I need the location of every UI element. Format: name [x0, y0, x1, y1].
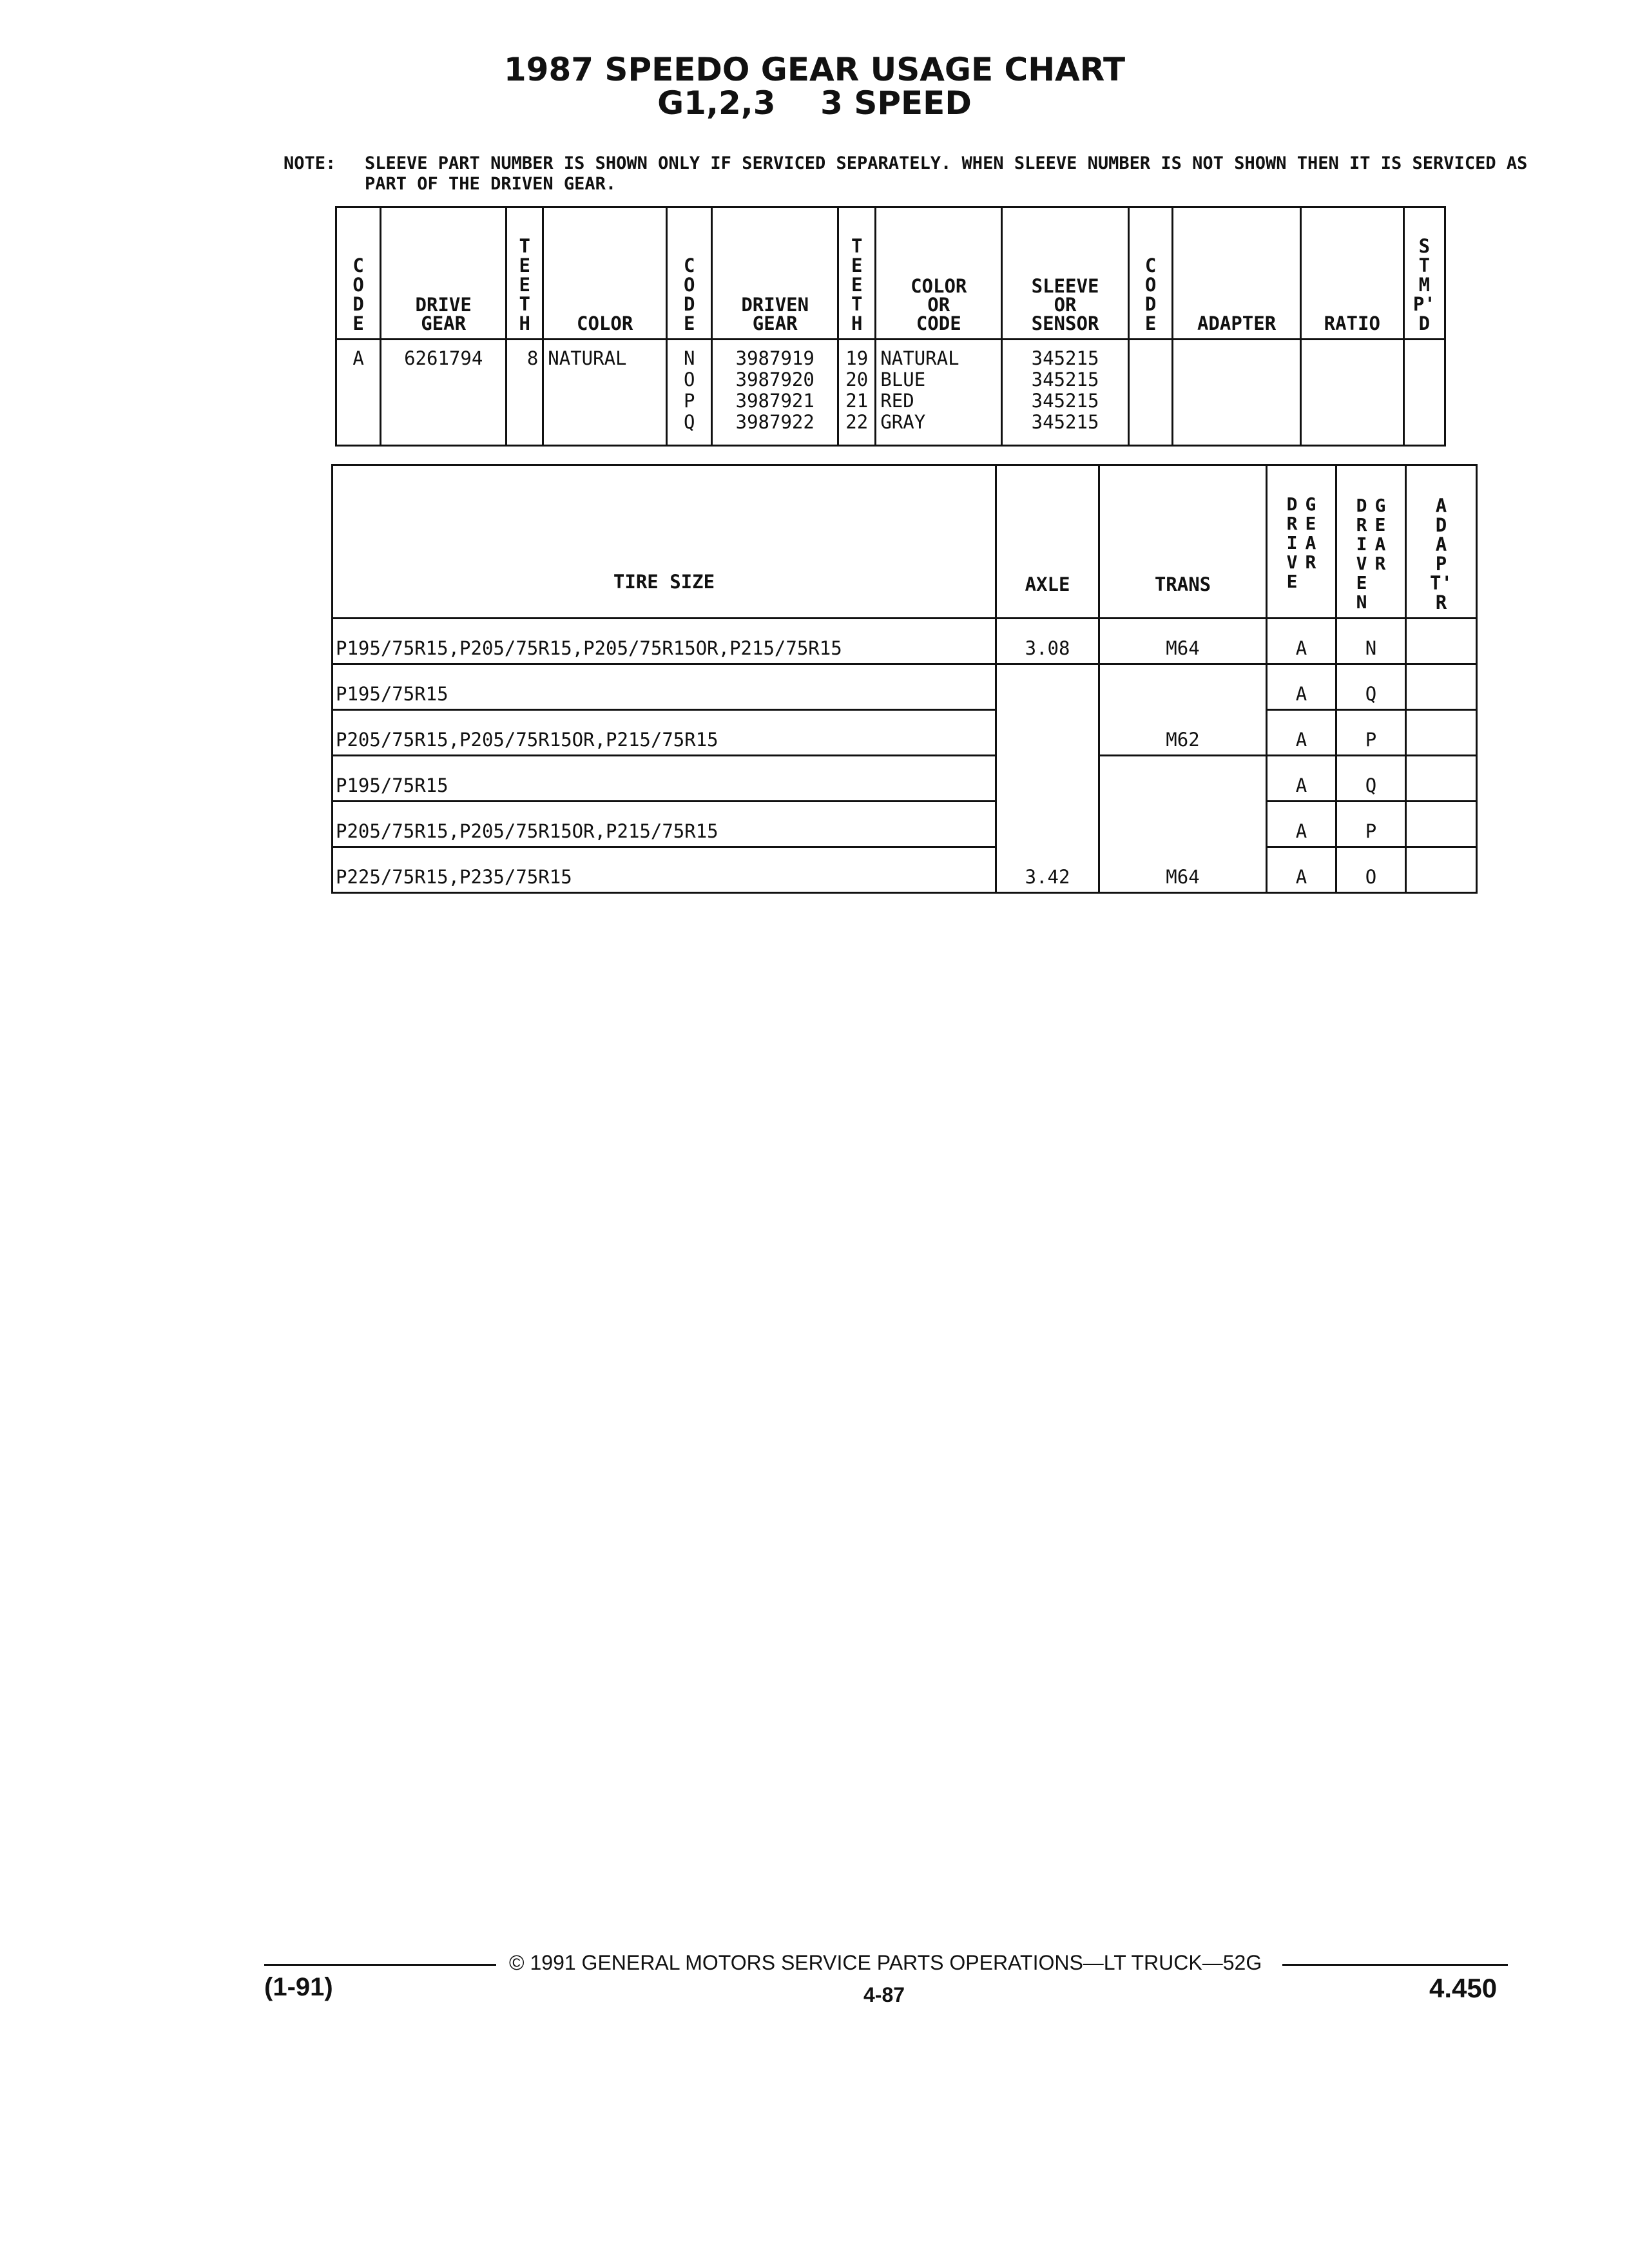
tire-size-cell: P195/75R15,P205/75R15,P205/75R15OR,P215/75R15	[333, 619, 996, 664]
driven-gear-cell: N	[1336, 619, 1406, 664]
driven-gear-cell: Q	[1336, 756, 1406, 802]
drive-gear-cell: A	[1267, 756, 1336, 802]
header-tire-size: TIRE SIZE	[333, 465, 996, 619]
trans-cell: M62	[1099, 664, 1267, 756]
header-color-or-code: COLOR OR CODE	[876, 207, 1002, 340]
tire-size-cell: P205/75R15,P205/75R15OR,P215/75R15	[333, 710, 996, 756]
note-text: SLEEVE PART NUMBER IS SHOWN ONLY IF SERVICED SEPARATELY. WHEN SLEEVE NUMBER IS NOT SHOWN THEN IT IS SERVICED AS PART OF THE DRIVEN GEAR.	[365, 153, 1528, 194]
drive-gear-cell: 6261794	[381, 340, 506, 446]
table-row	[333, 619, 1477, 664]
adapter-cell	[1173, 340, 1301, 446]
table-row	[333, 756, 1477, 802]
header-adapter-code: C O D E	[1128, 207, 1172, 340]
drive-code-cell: A	[336, 340, 381, 446]
page-subtitle: G1,2,3 3 SPEED	[657, 84, 972, 122]
header-driven-word: D R I V E N	[1356, 495, 1367, 613]
driven-teeth-cell: 19 20 21 22	[838, 340, 876, 446]
tire-size-table	[331, 464, 1478, 894]
tire-table-header-row	[333, 465, 1477, 619]
tire-size-cell: P195/75R15	[333, 756, 996, 802]
tire-size-cell: P225/75R15,P235/75R15	[333, 847, 996, 893]
table-row	[336, 340, 1445, 446]
header-driven-gear	[1336, 465, 1406, 619]
trans-cell: M64	[1099, 756, 1267, 893]
driven-gear-cell: O	[1336, 847, 1406, 893]
adapter-code-cell	[1128, 340, 1172, 446]
header-gear-word: G E A R	[1305, 494, 1316, 573]
driven-gear-cell: Q	[1336, 664, 1406, 710]
tire-size-cell: P195/75R15	[333, 664, 996, 710]
header-drive-word: D R I V E	[1286, 494, 1298, 592]
header-driven-gear: DRIVEN GEAR	[712, 207, 838, 340]
axle-cell: 3.42	[996, 664, 1099, 893]
table-row	[333, 710, 1477, 756]
drive-gear-cell: A	[1267, 847, 1336, 893]
header-stmpd: S T M P' D	[1403, 207, 1445, 340]
driven-gear-cell: 3987919 3987920 3987921 3987922	[712, 340, 838, 446]
speedo-gear-table	[335, 206, 1446, 447]
footer-copyright: © 1991 GENERAL MOTORS SERVICE PARTS OPERATIONS—LT TRUCK—52G	[509, 1951, 1262, 1974]
adapter-cell	[1406, 710, 1477, 756]
trans-cell: M64	[1099, 619, 1267, 664]
tire-size-cell: P205/75R15,P205/75R15OR,P215/75R15	[333, 802, 996, 847]
header-drive-gear	[1267, 465, 1336, 619]
drive-teeth-cell: 8	[506, 340, 543, 446]
driven-color-cell: NATURAL BLUE RED GRAY	[876, 340, 1002, 446]
note-label: NOTE:	[284, 153, 336, 173]
header-adapter: ADAPTER	[1173, 207, 1301, 340]
drive-gear-cell: A	[1267, 619, 1336, 664]
sleeve-cell: 345215 345215 345215 345215	[1002, 340, 1129, 446]
stmpd-cell	[1403, 340, 1445, 446]
header-sleeve-or-sensor: SLEEVE OR SENSOR	[1002, 207, 1129, 340]
adapter-cell	[1406, 756, 1477, 802]
driven-gear-cell: P	[1336, 802, 1406, 847]
header-gear-word: G E A R	[1374, 495, 1386, 574]
adapter-cell	[1406, 664, 1477, 710]
page-title: 1987 SPEEDO GEAR USAGE CHART	[503, 51, 1126, 88]
adapter-cell	[1406, 847, 1477, 893]
header-ratio: RATIO	[1300, 207, 1403, 340]
header-drive-gear: DRIVE GEAR	[381, 207, 506, 340]
gear-table-header-row	[336, 207, 1445, 340]
ratio-cell	[1300, 340, 1403, 446]
header-axle: AXLE	[996, 465, 1099, 619]
header-trans: TRANS	[1099, 465, 1267, 619]
drive-gear-cell: A	[1267, 664, 1336, 710]
footer-rule-left	[264, 1964, 496, 1966]
footer-rule-right	[1282, 1964, 1508, 1966]
adapter-cell	[1406, 619, 1477, 664]
drive-gear-cell: A	[1267, 802, 1336, 847]
axle-cell: 3.08	[996, 619, 1099, 664]
header-adaptr: A D A P T' R	[1406, 465, 1477, 619]
drive-gear-cell: A	[1267, 710, 1336, 756]
header-teeth: T E E T H	[506, 207, 543, 340]
table-row	[333, 847, 1477, 893]
driven-code-cell: N O P Q	[667, 340, 712, 446]
header-code: C O D E	[336, 207, 381, 340]
header-color: COLOR	[543, 207, 667, 340]
table-row	[333, 802, 1477, 847]
drive-color-cell: NATURAL	[543, 340, 667, 446]
footer-section-number: 4.450	[1429, 1973, 1498, 2003]
footer-page-number: 4-87	[863, 1983, 905, 2006]
header-driven-code: C O D E	[667, 207, 712, 340]
footer-date: (1-91)	[264, 1973, 333, 2001]
adapter-cell	[1406, 802, 1477, 847]
driven-gear-cell: P	[1336, 710, 1406, 756]
table-row	[333, 664, 1477, 710]
header-driven-teeth: T E E T H	[838, 207, 876, 340]
